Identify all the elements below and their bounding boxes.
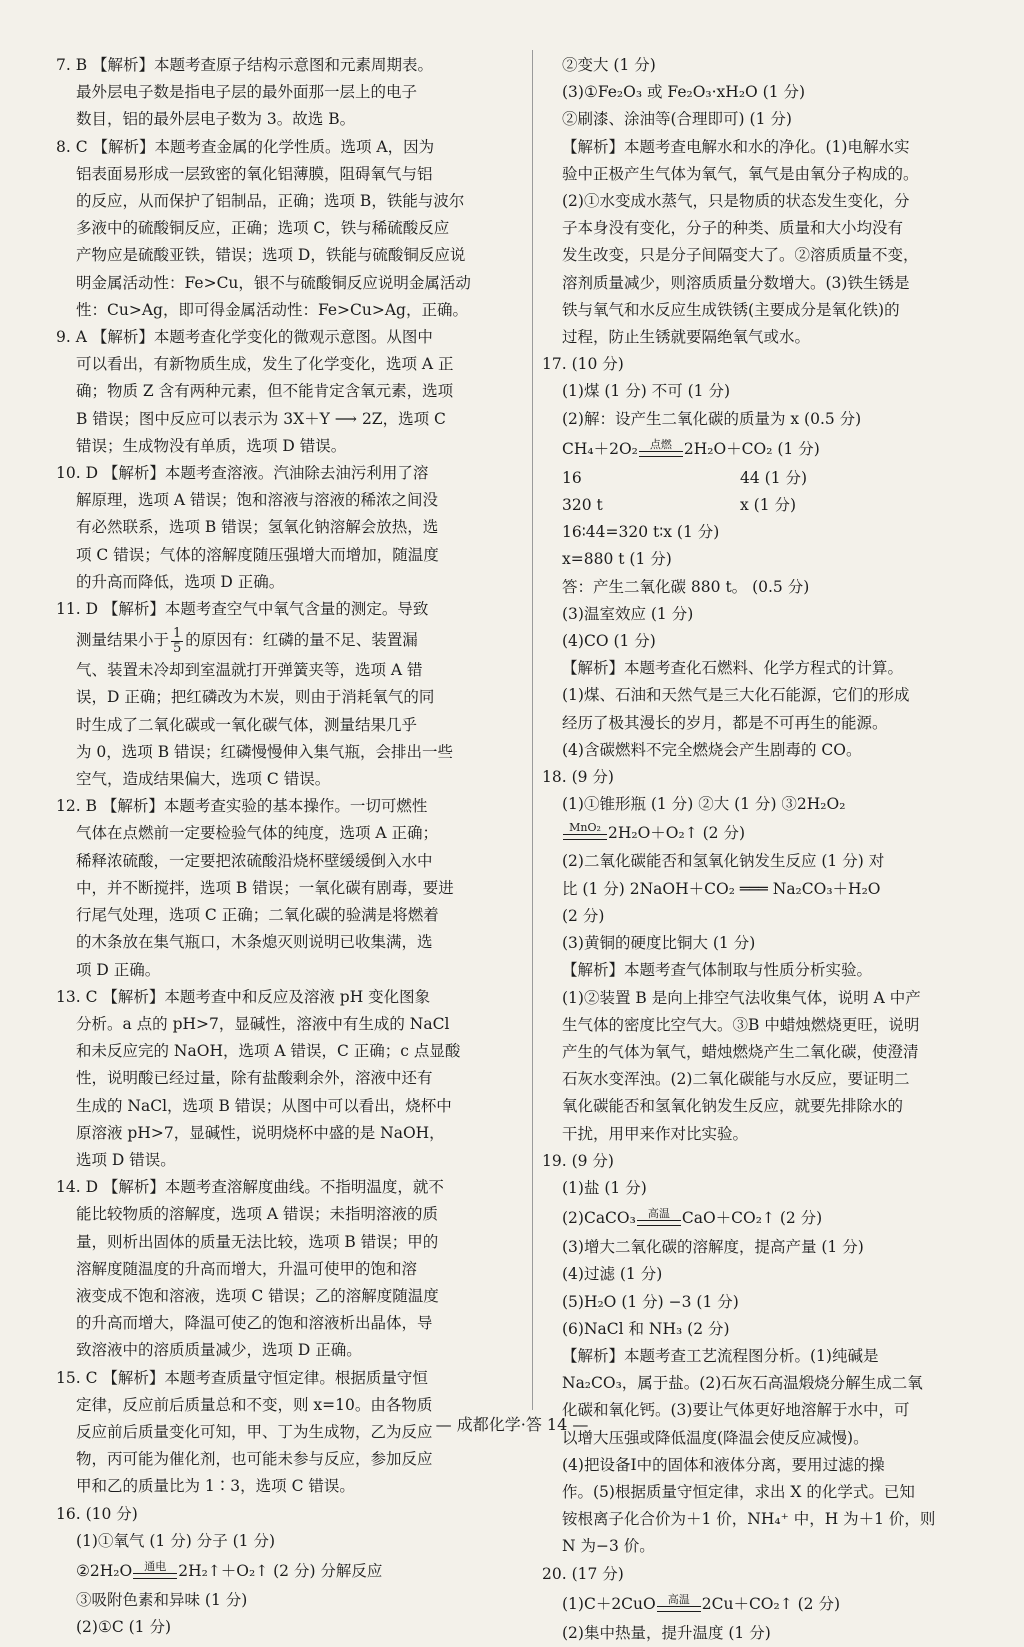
equation-products: CaO＋CO₂↑ (2 分) xyxy=(681,1209,823,1228)
answer-line: 15. C 【解析】本题考查质量守恒定律。根据质量守恒 xyxy=(56,1368,428,1387)
answer-line: 反应前后质量变化可知，甲、丁为生成物，乙为反应 xyxy=(76,1422,433,1441)
answer-line: 时生成了二氧化碳或一氧化碳气体，测量结果几乎 xyxy=(76,715,418,734)
answer-line: 选项 D 错误。 xyxy=(76,1150,176,1169)
answer-12 xyxy=(56,793,524,983)
answer-line: x=880 t (1 分) xyxy=(562,550,672,569)
mass-value: 44 (1 分) xyxy=(740,468,808,487)
answer-line: 气体在点燃前一定要检验气体的纯度，选项 A 正确； xyxy=(76,824,439,843)
analysis-line: 【解析】本题考查化石燃料、化学方程式的计算。 xyxy=(562,659,904,678)
equation-line xyxy=(542,1588,982,1620)
answer-line: 确；物质 Z 含有两种元素，但不能肯定含氧元素，选项 xyxy=(76,382,454,401)
analysis-line: 经历了极其漫长的岁月，都是不可再生的能源。 xyxy=(562,713,888,732)
answer-line: 量，则析出固体的质量无法比较，选项 B 错误；甲的 xyxy=(76,1232,439,1251)
answer-line: 能比较物质的溶解度，选项 A 错误；未指明溶液的质 xyxy=(76,1205,439,1224)
answer-line: ②变大 (1 分) xyxy=(562,56,656,74)
answer-line: (2)集中热量，提升温度 (1 分) xyxy=(562,1623,771,1642)
mass-row xyxy=(542,492,982,519)
answer-13 xyxy=(56,984,524,1174)
equals-sign xyxy=(639,451,683,457)
answer-line: 气、装置未冷却到室温就打开弹簧夹等，选项 A 错 xyxy=(76,661,423,680)
answer-line: 原溶液 pH>7，显碱性，说明烧杯中盛的是 NaOH， xyxy=(76,1123,445,1142)
reaction-condition xyxy=(637,1208,681,1234)
equation-products: 2H₂O＋O₂↑ (2 分) xyxy=(608,824,746,843)
reaction-condition xyxy=(133,1561,177,1587)
answer-line: (2)解：设产生二氧化碳的质量为 x (0.5 分) xyxy=(562,409,862,428)
analysis-line: 铁与氧气和水反应生成铁锈(主要成分是氧化铁)的 xyxy=(562,300,900,319)
answer-line: (1)煤 (1 分) 不可 (1 分) xyxy=(562,382,731,401)
equals-sign xyxy=(133,1573,177,1579)
analysis-line: 化碳和氧化钙。(3)要让气体更好地溶解于水中，可 xyxy=(562,1401,910,1420)
answer-line: 14. D 【解析】本题考查溶解度曲线。不指明温度，就不 xyxy=(56,1178,444,1197)
analysis-line: Na₂CO₃，属于盐。(2)石灰石高温煅烧分解生成二氧 xyxy=(562,1374,923,1393)
left-column xyxy=(56,52,524,1641)
analysis-line: 【解析】本题考查工艺流程图分析。(1)纯碱是 xyxy=(562,1346,879,1365)
answer-line: 致溶液中的溶质质量减少，选项 D 正确。 xyxy=(76,1341,362,1360)
equation-products: 2H₂O＋CO₂ (1 分) xyxy=(683,439,820,458)
answer-line: 的木条放在集气瓶口，木条熄灭则说明已收集满，选 xyxy=(76,933,433,952)
equals-sign xyxy=(657,1606,701,1612)
answer-line: 13. C 【解析】本题考查中和反应及溶液 pH 变化图象 xyxy=(56,987,431,1006)
answer-line: 7. B 【解析】本题考查原子结构示意图和元素周期表。 xyxy=(56,56,434,74)
answer-line: 中，并不断搅拌，选项 B 错误；一氧化碳有剧毒，要进 xyxy=(76,878,454,897)
answer-line-with-fraction xyxy=(56,623,524,657)
answer-heading: 19. (9 分) xyxy=(542,1151,614,1170)
answer-7 xyxy=(56,52,524,134)
answer-line: 生成的 NaCl，选项 B 错误；从图中可以看出，烧杯中 xyxy=(76,1096,452,1115)
answer-line: 比 (1 分) 2NaOH＋CO₂ ═══ Na₂CO₃＋H₂O xyxy=(562,879,881,898)
answer-line: (3)黄铜的硬度比铜大 (1 分) xyxy=(562,934,756,953)
answer-line: 明金属活动性：Fe>Cu，银不与硫酸铜反应说明金属活动 xyxy=(76,273,471,292)
answer-16 xyxy=(56,1501,524,1642)
answer-line: 多液中的硫酸铜反应，正确；选项 C，铁与稀硫酸反应 xyxy=(76,219,450,238)
analysis-line: 子本身没有变化，分子的种类、质量和大小均没有 xyxy=(562,219,904,238)
equation-reactants: (1)C＋2CuO xyxy=(562,1594,656,1613)
equation-reactants: ②2H₂O xyxy=(76,1561,133,1580)
answer-line: (1)①氧气 (1 分) 分子 (1 分) xyxy=(76,1531,276,1550)
mass-value: x (1 分) xyxy=(740,496,797,515)
answer-line: ③吸附色素和异味 (1 分) xyxy=(76,1590,248,1609)
condition-label: MnO₂ xyxy=(569,821,601,835)
answer-line: (4)CO (1 分) xyxy=(562,632,656,651)
answer-line: B 错误；图中反应可以表示为 3X＋Y ⟶ 2Z，选项 C xyxy=(76,409,446,428)
answer-line: 溶解度随温度的升高而增大，升温可使甲的饱和溶 xyxy=(76,1259,418,1278)
answer-heading: 17. (10 分) xyxy=(542,355,624,374)
answer-line: (3)温室效应 (1 分) xyxy=(562,604,694,623)
answer-line: (6)NaCl 和 NH₃ (2 分) xyxy=(562,1319,730,1338)
analysis-line: 溶剂质量减少，则溶质质量分数增大。(3)铁生锈是 xyxy=(562,273,910,292)
answer-line: 12. B 【解析】本题考查实验的基本操作。一切可燃性 xyxy=(56,797,428,816)
answer-line: 和未反应完的 NaOH，选项 A 错误，C 正确；c 点显酸 xyxy=(76,1042,461,1061)
fraction-numerator: 1 xyxy=(173,625,182,641)
answer-line: 行尾气处理，选项 C 正确；二氧化碳的验满是将燃着 xyxy=(76,906,439,925)
mass-value: 16 xyxy=(562,468,582,487)
answer-line: (5)H₂O (1 分) −3 (1 分) xyxy=(562,1292,739,1311)
analysis-line: 【解析】本题考查电解水和水的净化。(1)电解水实 xyxy=(562,137,910,156)
answer-line: 误，D 正确；把红磷改为木炭，则由于消耗氧气的同 xyxy=(76,688,435,707)
answer-line: (4)过滤 (1 分) xyxy=(562,1265,663,1284)
equation-line xyxy=(56,1555,524,1587)
answer-line: 分析。a 点的 pH>7，显碱性，溶液中有生成的 NaCl xyxy=(76,1014,450,1033)
analysis-line: 氧化碳能否和氢氧化钠发生反应，就要先排除水的 xyxy=(562,1097,904,1116)
reaction-condition xyxy=(657,1594,701,1620)
analysis-line: 发生改变，只是分子间隔变大了。②溶质质量不变， xyxy=(562,246,919,265)
answer-10 xyxy=(56,460,524,596)
text-fragment: 测量结果小于 xyxy=(76,631,170,650)
answer-20 xyxy=(542,1561,982,1647)
answer-line: 产物应是硫酸亚铁，错误；选项 D，铁能与硫酸铜反应说 xyxy=(76,246,466,265)
answer-line: 定律，反应前后质量总和不变，则 x=10。由各物质 xyxy=(76,1395,433,1414)
equation-line xyxy=(542,433,982,465)
analysis-line: N 为−3 价。 xyxy=(562,1537,655,1556)
answer-8 xyxy=(56,134,524,324)
answer-line: (1)①锥形瓶 (1 分) ②大 (1 分) ③2H₂O₂ xyxy=(562,795,846,814)
answer-line: 铝表面易形成一层致密的氧化铝薄膜，阻碍氧气与铝 xyxy=(76,164,433,183)
answer-line: 甲和乙的质量比为 1∶3，选项 C 错误。 xyxy=(76,1477,355,1496)
equals-sign xyxy=(563,834,607,840)
answer-line: 最外层电子数是指电子层的最外面那一层上的电子 xyxy=(76,83,418,102)
answer-11 xyxy=(56,596,524,793)
answer-line: (3)增大二氧化碳的溶解度，提高产量 (1 分) xyxy=(562,1238,864,1257)
column-divider xyxy=(532,50,533,1410)
answer-line: 的升高而增大，降温可使乙的饱和溶液析出晶体，导 xyxy=(76,1314,433,1333)
answer-line: 空气，造成结果偏大，选项 C 错误。 xyxy=(76,770,331,789)
answer-line: 性：Cu>Ag，即可得金属活动性：Fe>Cu>Ag，正确。 xyxy=(76,300,468,319)
answer-line: (2)①C (1 分) xyxy=(76,1618,172,1637)
mass-row xyxy=(542,465,982,492)
analysis-line: 生气体的密度比空气大。③B 中蜡烛燃烧更旺，说明 xyxy=(562,1015,920,1034)
analysis-line: (1)②装置 B 是向上排空气法收集气体，说明 A 中产 xyxy=(562,988,921,1007)
answer-line: 9. A 【解析】本题考查化学变化的微观示意图。从图中 xyxy=(56,328,433,347)
analysis-line: 产生的气体为氧气，蜡烛燃烧产生二氧化碳，使澄清 xyxy=(562,1042,919,1061)
right-column xyxy=(542,52,982,1647)
analysis-line: (1)煤、石油和天然气是三大化石能源，它们的形成 xyxy=(562,686,910,705)
answer-line: 项 C 错误；气体的溶解度随压强增大而增加，随温度 xyxy=(76,545,439,564)
analysis-line: (2)①水变成水蒸气，只是物质的状态发生变化，分 xyxy=(562,192,910,211)
condition-label: 高温 xyxy=(647,1207,670,1221)
answer-9 xyxy=(56,324,524,460)
answer-line: 8. C 【解析】本题考查金属的化学性质。选项 A，因为 xyxy=(56,137,435,156)
equation-reactants: CH₄＋2O₂ xyxy=(562,439,638,458)
fraction-denominator: 5 xyxy=(173,640,182,656)
answer-heading: 20. (17 分) xyxy=(542,1564,624,1583)
answer-line: 性，说明酸已经过量，除有盐酸剩余外，溶液中还有 xyxy=(76,1069,433,1088)
answer-line: 10. D 【解析】本题考查溶液。汽油除去油污利用了溶 xyxy=(56,464,429,483)
answer-line: 项 D 正确。 xyxy=(76,960,161,979)
answer-line: 答：产生二氧化碳 880 t。 (0.5 分) xyxy=(562,577,810,596)
analysis-line: 铵根离子化合价为＋1 价，NH₄⁺ 中，H 为＋1 价，则 xyxy=(562,1510,936,1529)
answer-line: 解原理，选项 A 错误；饱和溶液与溶液的稀浓之间没 xyxy=(76,491,439,510)
answer-18 xyxy=(542,764,982,1148)
condition-label: 通电 xyxy=(144,1559,167,1573)
answer-line: 为 0，选项 B 错误；红磷慢慢伸入集气瓶，会排出一些 xyxy=(76,742,454,761)
answer-line: 错误；生成物没有单质，选项 D 错误。 xyxy=(76,436,347,455)
analysis-line: 验中正极产生气体为氧气，氧气是由氧分子构成的。 xyxy=(562,164,919,183)
fraction-one-fifth xyxy=(171,627,183,656)
answer-line: ②刷漆、涂油等(合理即可) (1 分) xyxy=(562,110,792,129)
answer-line: 物，丙可能为催化剂，也可能未参与反应，参加反应 xyxy=(76,1450,433,1469)
answer-line: 稀释浓硫酸，一定要把浓硫酸沿烧杯壁缓缓倒入水中 xyxy=(76,851,433,870)
analysis-line: 作。(5)根据质量守恒定律，求出 X 的化学式。已知 xyxy=(562,1482,915,1501)
analysis-line: (4)含碳燃料不完全燃烧会产生剧毒的 CO。 xyxy=(562,740,862,759)
page-footer: — 成都化学·答 14 — xyxy=(435,1415,589,1434)
answer-line: (2 分) xyxy=(562,906,605,925)
answer-line: 数目，铝的最外层电子数为 3。故选 B。 xyxy=(76,110,356,129)
equals-sign xyxy=(637,1220,681,1226)
reaction-condition xyxy=(639,439,683,465)
condition-label: 点燃 xyxy=(649,437,672,451)
answer-line: (1)盐 (1 分) xyxy=(562,1178,647,1197)
answer-line: 的反应，从而保护了铝制品，正确；选项 B，铁能与波尔 xyxy=(76,192,465,211)
answer-17 xyxy=(542,351,982,764)
reaction-condition xyxy=(563,822,607,848)
analysis-line: 以增大压强或降低温度(降温会使反应减慢)。 xyxy=(562,1428,869,1447)
mass-value: 320 t xyxy=(562,496,603,515)
analysis-line: 过程，防止生锈就要隔绝氧气或水。 xyxy=(562,328,811,347)
answer-line: 有必然联系，选项 B 错误；氢氧化钠溶解会放热，选 xyxy=(76,518,439,537)
answer-line: 16∶44=320 t∶x (1 分) xyxy=(562,523,720,542)
equation-products: 2Cu＋CO₂↑ (2 分) xyxy=(701,1594,841,1613)
answer-line: (3)①Fe₂O₃ 或 Fe₂O₃·xH₂O (1 分) xyxy=(562,83,806,102)
answer-line: 可以看出，有新物质生成，发生了化学变化，选项 A 正 xyxy=(76,355,454,374)
equation-reactants: (2)CaCO₃ xyxy=(562,1209,636,1228)
analysis-line: (4)把设备Ⅰ中的固体和液体分离，要用过滤的操 xyxy=(562,1455,885,1474)
answer-19 xyxy=(542,1148,982,1561)
analysis-16 xyxy=(542,134,982,352)
answer-line: 的升高而降低，选项 D 正确。 xyxy=(76,572,285,591)
analysis-line: 【解析】本题考查气体制取与性质分析实验。 xyxy=(562,961,873,980)
answer-14 xyxy=(56,1174,524,1364)
analysis-line: 干扰，用甲来作对比实验。 xyxy=(562,1124,749,1143)
answer-line: (2)二氧化碳能否和氢氧化钠发生反应 (1 分) 对 xyxy=(562,852,885,871)
answer-heading: 18. (9 分) xyxy=(542,768,614,787)
equation-products: 2H₂↑＋O₂↑ (2 分) 分解反应 xyxy=(178,1561,383,1580)
answer-heading: 16. (10 分) xyxy=(56,1504,138,1523)
answer-line: 11. D 【解析】本题考查空气中氧气含量的测定。导致 xyxy=(56,600,429,619)
text-fragment: 的原因有：红磷的量不足、装置漏 xyxy=(185,631,418,650)
equation-line xyxy=(542,818,982,848)
equation-line xyxy=(542,1202,982,1234)
analysis-line: 石灰水变浑浊。(2)二氧化碳能与水反应，要证明二 xyxy=(562,1070,910,1089)
condition-label: 高温 xyxy=(667,1592,690,1606)
answer-line: 液变成不饱和溶液，选项 C 错误；乙的溶解度随温度 xyxy=(76,1286,439,1305)
